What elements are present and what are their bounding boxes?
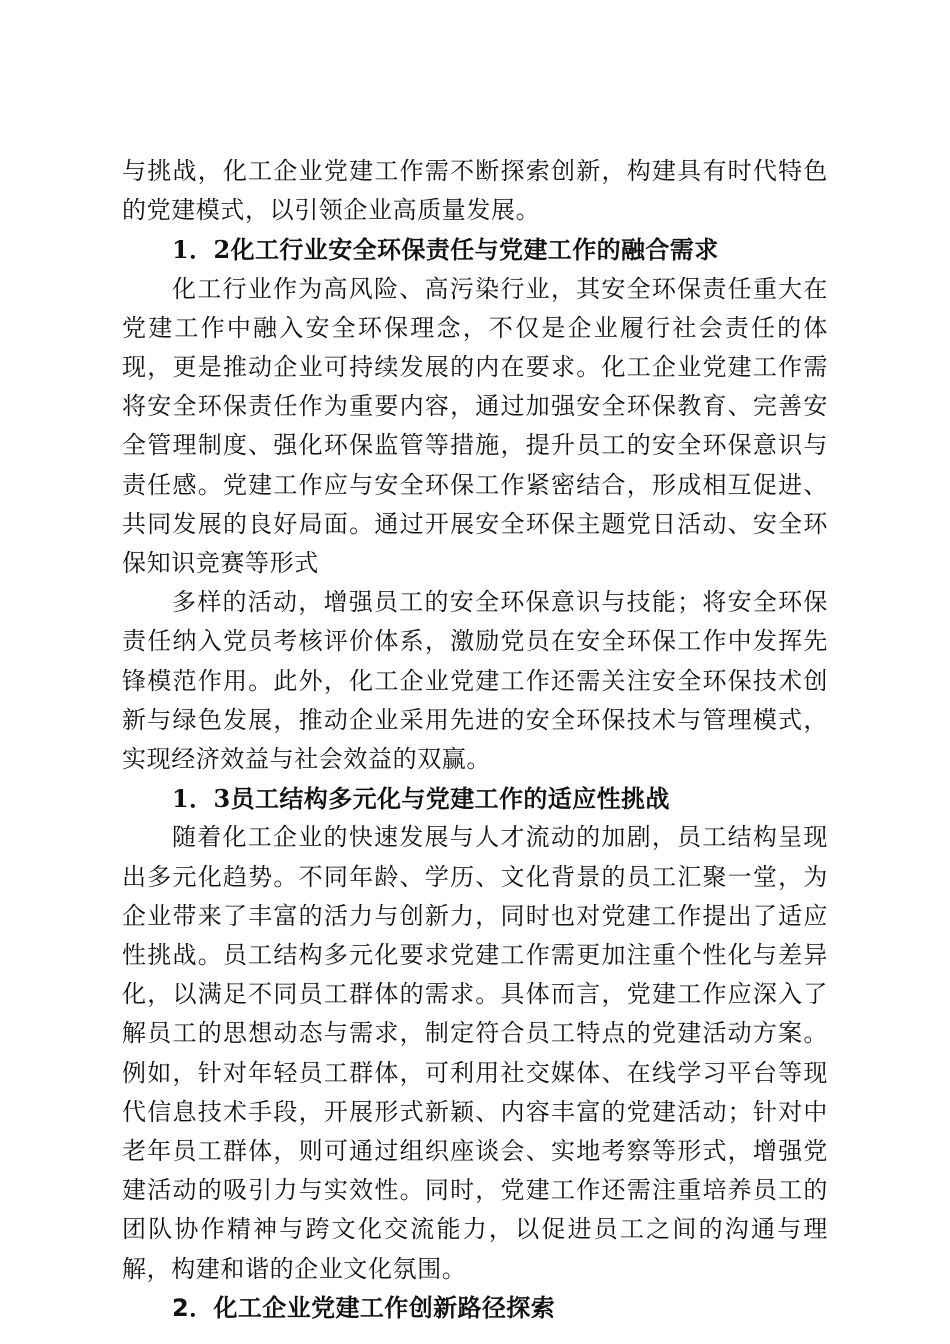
section-heading-1-2: 1．2化工行业安全环保责任与党建工作的融合需求 — [172, 235, 719, 265]
section-1-2-paragraph-1: 化工行业作为高风险、高污染行业，其安全环保责任重大在党建工作中融入安全环保理念，不仅是企业履行社会责任的体现，更是推动企业可持续发展的内在要求。化工企业党建工作需将安全环保责任作为重要内容，通过加强安全环保教育、完善安全管理制度、强化环保监管等措施，提升员工的安全环保意识与责任感。党建工作应与安全环保工作紧密结合，形成相互促进、共同发展的良好局面。通过开展安全环保主题党日活动、安全环保知识竞赛等形式 — [122, 274, 828, 578]
section-1-2-paragraph-2: 多样的活动，增强员工的安全环保意识与技能；将安全环保责任纳入党员考核评价体系，激励党员在安全环保工作中发挥先锋模范作用。此外，化工企业党建工作还需关注安全环保技术创新与绿色发展，推动企业采用先进的安全环保技术与管理模式，实现经济效益与社会效益的双赢。 — [122, 588, 828, 774]
document-body — [122, 152, 828, 1328]
section-heading-2: 2．化工企业党建工作创新路径探索 — [172, 1293, 556, 1322]
section-1-3-paragraph-1: 随着化工企业的快速发展与人才流动的加剧，员工结构呈现出多元化趋势。不同年龄、学历、文化背景的员工汇聚一堂，为企业带来了丰富的活力与创新力，同时也对党建工作提出了适应性挑战。员工结构多元化要求党建工作需更加注重个性化与差异化，以满足不同员工群体的需求。具体而言，党建工作应深入了解员工的思想动态与需求，制定符合员工特点的党建活动方案。例如，针对年轻员工群体，可利用社交媒体、在线学习平台等现代信息技术手段，开展形式新颖、内容丰富的党建活动；针对中老年员工群体，则可通过组织座谈会、实地考察等形式，增强党建活动的吸引力与实效性。同时，党建工作还需注重培养员工的团队协作精神与跨文化交流能力，以促进员工之间的沟通与理解，构建和谐的企业文化氛围。 — [122, 823, 828, 1283]
continuation-paragraph: 与挑战，化工企业党建工作需不断探索创新，构建具有时代特色的党建模式，以引领企业高质量发展。 — [122, 157, 828, 225]
section-heading-1-3: 1．3员工结构多元化与党建工作的适应性挑战 — [172, 784, 670, 814]
